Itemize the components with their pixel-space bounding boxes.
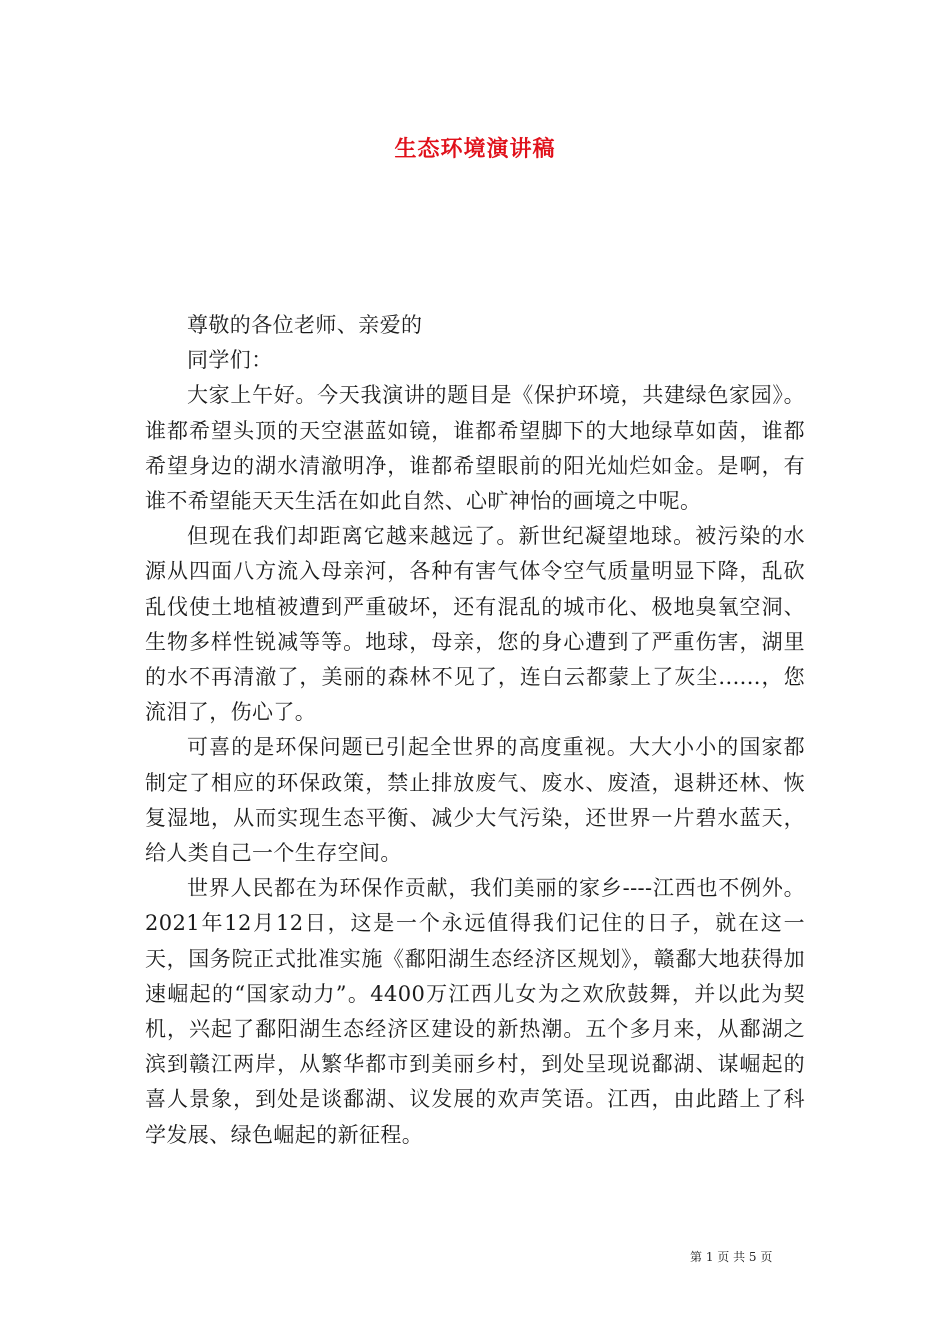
page-number-footer: 第 1 页 共 5 页	[690, 1250, 773, 1264]
paragraph-4: 世界人民都在为环保作贡献，我们美丽的家乡----江西也不例外。2021年12月12日，这是一个永远值得我们记住的日子，就在这一天，国务院正式批准实施《鄱阳湖生态经济区规划》，赣鄱大地获得加速崛起的“国家动力”。4400万江西儿女为之欢欣鼓舞，并以此为契机，兴起了鄱阳湖生态经济区建设的新热潮。五个多月来，从鄱湖之滨到赣江两岸，从繁华都市到美丽乡村，到处呈现说鄱湖、谋崛起的喜人景象，到处是谈鄱湖、议发展的欢声笑语。江西，由此踏上了科学发展、绿色崛起的新征程。	[145, 876, 805, 1147]
paragraph-3: 可喜的是环保问题已引起全世界的高度重视。大大小小的国家都制定了相应的环保政策，禁止排放废气、废水、废渣，退耕还林、恢复湿地，从而实现生态平衡、减少大气污染，还世界一片碧水蓝天，给人类自己一个生存空间。	[145, 735, 805, 866]
document-body	[145, 308, 805, 1153]
paragraph-1: 大家上午好。今天我演讲的题目是《保护环境，共建绿色家园》。谁都希望头顶的天空湛蓝如镜，谁都希望脚下的大地绿草如茵，谁都希望身边的湖水清澈明净，谁都希望眼前的阳光灿烂如金。是啊，有谁不希望能天天生活在如此自然、心旷神怡的画境之中呢。	[145, 383, 805, 514]
salutation-line-1: 尊敬的各位老师、亲爱的	[187, 313, 423, 337]
paragraph-2: 但现在我们却距离它越来越远了。新世纪凝望地球。被污染的水源从四面八方流入母亲河，各种有害气体令空气质量明显下降，乱砍乱伐使土地植被遭到严重破坏，还有混乱的城市化、极地臭氧空洞、生物多样性锐减等等。地球，母亲，您的身心遭到了严重伤害，湖里的水不再清澈了，美丽的森林不见了，连白云都蒙上了灰尘......，您流泪了，伤心了。	[145, 524, 805, 725]
salutation-line-2: 同学们：	[187, 348, 273, 373]
document-title: 生态环境演讲稿	[394, 137, 556, 162]
